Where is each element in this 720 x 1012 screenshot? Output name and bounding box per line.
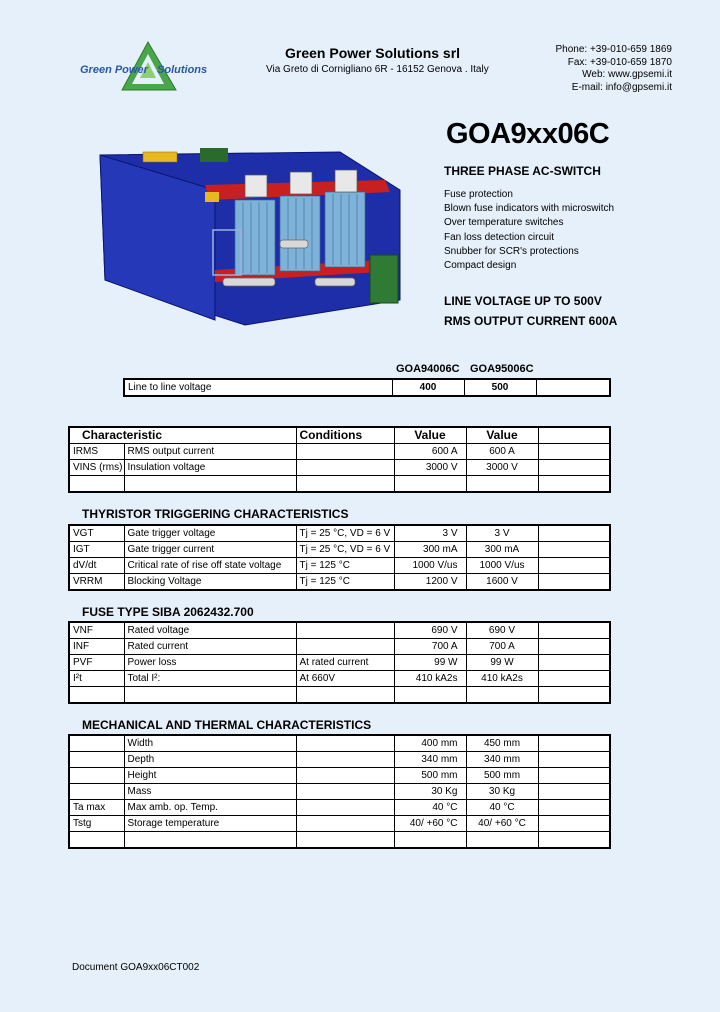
feature-item: Fuse protection — [444, 189, 513, 200]
rating-voltage: LINE VOLTAGE UP TO 500V — [444, 294, 602, 308]
table-row: Depth 340 mm 340 mm — [69, 752, 610, 768]
line-voltage-label: Line to line voltage — [124, 379, 392, 396]
col-value-a: Value — [394, 427, 466, 444]
table-row: Height 500 mm 500 mm — [69, 768, 610, 784]
feature-list — [444, 188, 614, 273]
col-characteristic: Characteristic — [69, 427, 296, 444]
table-row: dV/dt Critical rate of rise off state voltage Tj = 125 °C 1000 V/us 1000 V/us — [69, 558, 610, 574]
table-row: Tstg Storage temperature 40/ +60 °C 40/ +60 °C — [69, 816, 610, 832]
product-subtitle: THREE PHASE AC-SWITCH — [444, 164, 601, 178]
table-row: VINS (rms) Insulation voltage 3000 V 3000 V — [69, 460, 610, 476]
contact-block — [555, 44, 672, 94]
table-row — [69, 476, 610, 493]
logo-text: Green Power Solutions — [80, 64, 208, 76]
feature-item: Over temperature switches — [444, 217, 564, 229]
model-a-heading: GOA94006C — [396, 363, 460, 375]
ratings — [444, 291, 617, 331]
table-row: Ta max Max amb. op. Temp. 40 °C 40 °C — [69, 800, 610, 816]
line-voltage-table — [123, 378, 611, 397]
col-conditions: Conditions — [296, 427, 394, 444]
table-header-row — [69, 427, 610, 444]
table-row: VNF Rated voltage 690 V 690 V — [69, 622, 610, 639]
contact-phone: Phone: +39-010-659 1869 — [555, 44, 672, 55]
table-row: Mass 30 Kg 30 Kg — [69, 784, 610, 800]
table-row — [69, 687, 610, 704]
table-row — [69, 832, 610, 849]
table-row: VRRM Blocking Voltage Tj = 125 °C 1200 V 1600 V — [69, 574, 610, 591]
table-row: IGT Gate trigger current Tj = 25 °C, VD = 6 V 300 mA 300 mA — [69, 542, 610, 558]
thyristor-table — [68, 524, 611, 591]
table-row — [124, 379, 610, 396]
contact-fax: Fax: +39-010-659 1870 — [567, 56, 672, 68]
col-value-b: Value — [466, 427, 538, 444]
thyristor-section-title: THYRISTOR TRIGGERING CHARACTERISTICS — [82, 507, 349, 521]
product-image — [95, 130, 425, 330]
mech-section-title: MECHANICAL AND THERMAL CHARACTERISTICS — [82, 718, 372, 732]
product-title: GOA9xx06C — [446, 118, 610, 150]
feature-item: Blown fuse indicators with microswitch — [444, 203, 615, 215]
table-row: Width 400 mm 450 mm — [69, 735, 610, 752]
model-b-heading: GOA95006C — [470, 363, 534, 375]
fuse-table — [68, 621, 611, 704]
document-id: Document GOA9xx06CT002 — [72, 962, 200, 973]
feature-item: Snubber for SCR's protections — [444, 245, 579, 257]
line-voltage-b: 500 — [464, 379, 536, 396]
company-address: Via Greto di Cornigliano 6R - 16152 Genova . Italy — [266, 64, 489, 75]
fuse-section-title: FUSE TYPE SIBA 2062432.700 — [82, 605, 254, 619]
feature-item: Fan loss detection circuit — [444, 231, 555, 243]
company-name: Green Power Solutions srl — [285, 45, 461, 61]
rating-current: RMS OUTPUT CURRENT 600A — [444, 314, 618, 328]
mech-table — [68, 734, 611, 849]
table-row: I²t Total I²: At 660V 410 kA2s 410 kA2s — [69, 671, 610, 687]
table-row: VGT Gate trigger voltage Tj = 25 °C, VD = 6 V 3 V 3 V — [69, 525, 610, 542]
table-row: IRMS RMS output current 600 A 600 A — [69, 444, 610, 460]
contact-web[interactable]: Web: www.gpsemi.it — [582, 69, 672, 80]
feature-item: Compact design — [444, 260, 517, 272]
characteristics-table — [68, 426, 611, 493]
table-row: INF Rated current 700 A 700 A — [69, 639, 610, 655]
line-voltage-a: 400 — [392, 379, 464, 396]
table-row: PVF Power loss At rated current 99 W 99 W — [69, 655, 610, 671]
contact-email[interactable]: E-mail: info@gpsemi.it — [571, 81, 672, 93]
